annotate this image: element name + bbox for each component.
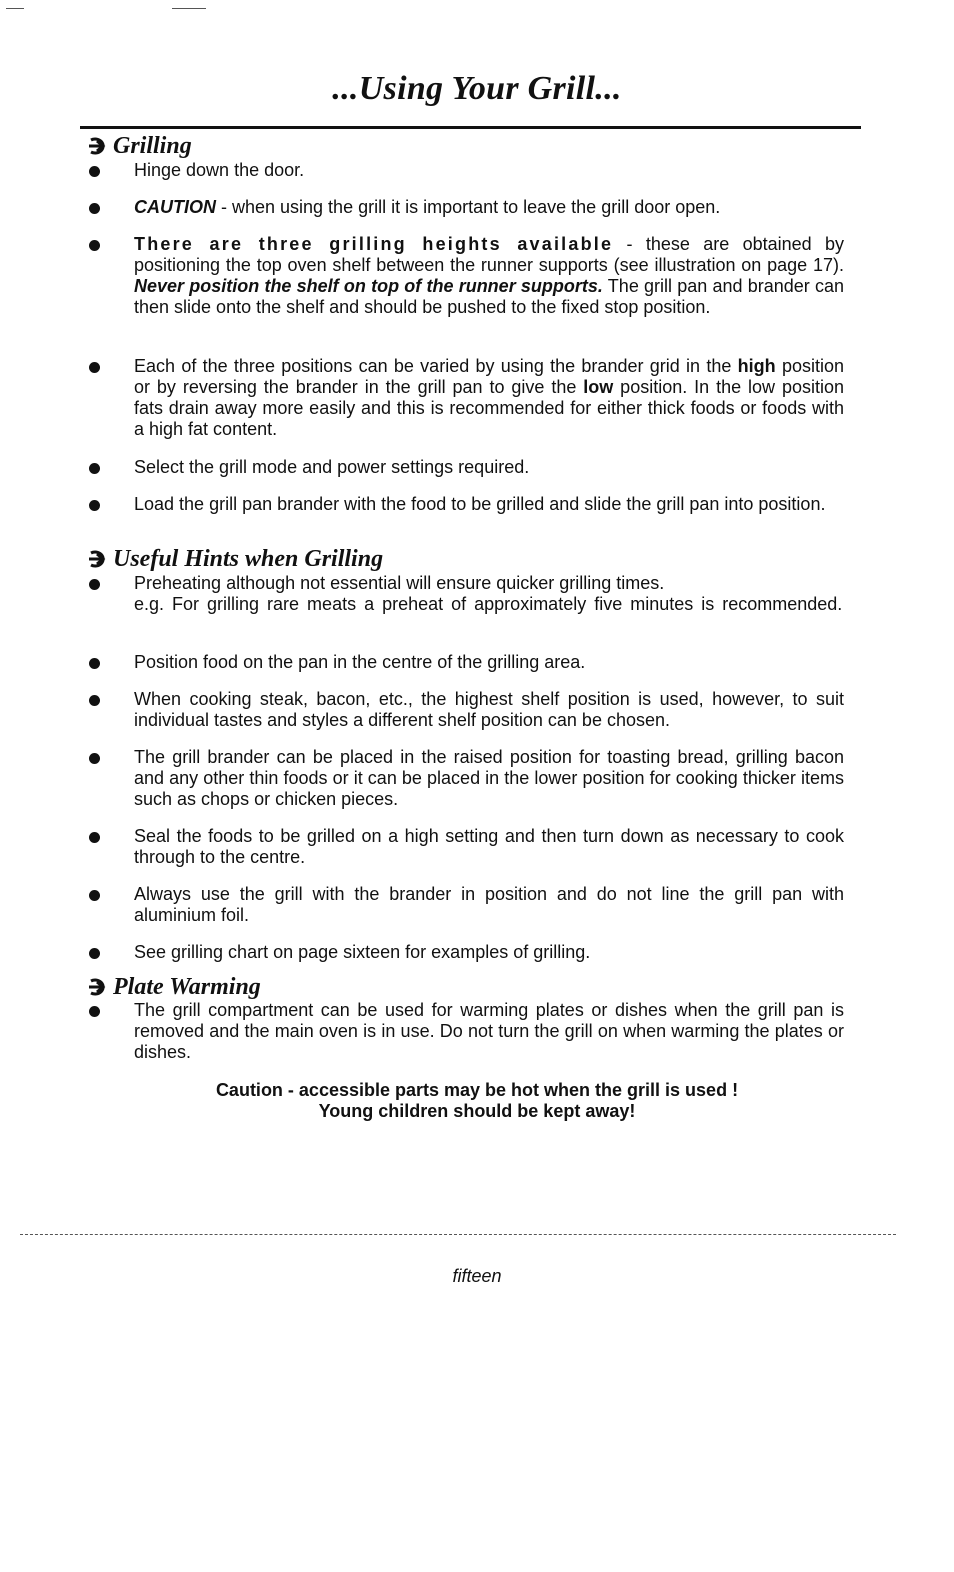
item-text <box>134 234 844 318</box>
bullet-dot-icon <box>89 463 100 474</box>
bullet-dot-icon <box>89 658 100 669</box>
item-text: Load the grill pan brander with the food to be grilled and slide the grill pan into position. <box>134 494 826 514</box>
item-text <box>134 573 844 615</box>
bullet-dot-icon <box>89 832 100 843</box>
bullet-dot-icon <box>89 240 100 251</box>
positions-text: Each of the three positions can be varied by using the brander grid in the <box>134 356 738 376</box>
footer-rule <box>20 1234 896 1235</box>
title-rule <box>80 126 861 129</box>
page-title: ...Using Your Grill... <box>332 70 622 107</box>
positions-text: position or by reversing the brander in the grill pan to give the <box>134 356 845 397</box>
page-number: fifteen <box>452 1266 502 1286</box>
heights-tail: The grill pan and brander can then slide onto the shelf and should be pushed to the fixed stop position. <box>134 276 845 317</box>
bullet-dot-icon <box>89 695 100 706</box>
caution-line-2: Young children should be kept away! <box>318 1101 636 1121</box>
bullet-dot-icon <box>89 500 100 511</box>
item-text: Seal the foods to be grilled on a high setting and then turn down as necessary to cook through to the centre. <box>134 826 844 867</box>
bullet-dot-icon <box>89 948 100 959</box>
heights-lead: There are three grilling heights available <box>134 234 614 254</box>
item-text: Always use the grill with the brander in position and do not line the grill pan with aluminium foil. <box>134 884 844 925</box>
scan-mark <box>172 8 206 9</box>
caution-label: CAUTION <box>134 197 216 217</box>
caution-line-1: Caution - accessible parts may be hot when the grill is used ! <box>215 1080 739 1100</box>
positions-text: position. In the low position fats drain away more easily and this is recommended for either thick foods or foods with a high fat content. <box>134 377 844 439</box>
bullet-dot-icon <box>89 753 100 764</box>
caution-text: - when using the grill it is important to leave the grill door open. <box>216 197 721 217</box>
section-heading-text: Grilling <box>113 133 192 159</box>
preheat-example: e.g. For grilling rare meats a preheat of approximately five minutes is recommended. <box>134 594 843 614</box>
item-text: Position food on the pan in the centre of the grilling area. <box>134 652 586 672</box>
item-text <box>134 356 844 440</box>
section-heading-plates <box>87 973 261 1001</box>
bullet-dot-icon <box>89 890 100 901</box>
bullet-dot-icon <box>89 203 100 214</box>
section-heading-hints <box>87 545 383 573</box>
positions-high: high <box>737 356 776 376</box>
preheat-text: Preheating although not essential will ensure quicker grilling times. <box>134 573 665 593</box>
bullet-dot-icon <box>89 362 100 373</box>
heights-warning: Never position the shelf on top of the runner supports. <box>134 276 603 296</box>
bullet-dot-icon <box>89 579 100 590</box>
arrow-right-icon <box>87 977 109 997</box>
scan-mark <box>6 8 24 9</box>
positions-low: low <box>583 377 614 397</box>
section-heading-text: Plate Warming <box>113 974 261 1000</box>
item-text: Select the grill mode and power settings required. <box>134 457 530 477</box>
item-text: The grill compartment can be used for warming plates or dishes when the grill pan is removed and the main oven is in use. Do not turn the grill on when warming the plates or dishes. <box>134 1000 844 1062</box>
caution-notice <box>0 1080 954 1122</box>
section-heading-text: Useful Hints when Grilling <box>113 546 384 572</box>
item-text: See grilling chart on page sixteen for examples of grilling. <box>134 942 591 962</box>
item-text: When cooking steak, bacon, etc., the highest shelf position is used, however, to suit individual tastes and styles a different shelf position can be chosen. <box>134 689 844 730</box>
item-text: The grill brander can be placed in the raised position for toasting bread, grilling bacon and any other thin foods or it can be placed in the lower position for cooking thicker items such as chops or chicken pieces. <box>134 747 844 809</box>
item-text: Hinge down the door. <box>134 160 305 180</box>
arrow-right-icon <box>87 136 109 156</box>
arrow-right-icon <box>87 549 109 569</box>
item-text <box>134 197 844 218</box>
bullet-dot-icon <box>89 166 100 177</box>
heights-text: - these are obtained by positioning the top oven shelf between the runner supports (see illustration on page 17). <box>134 234 845 275</box>
bullet-dot-icon <box>89 1006 100 1017</box>
section-heading-grilling <box>87 132 192 160</box>
